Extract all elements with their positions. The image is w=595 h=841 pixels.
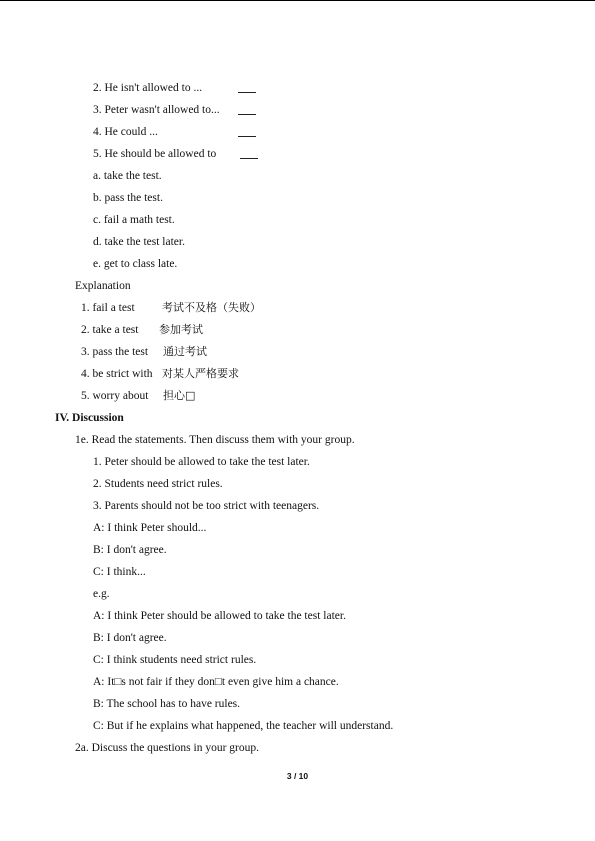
dialogue-line: C: I think students need strict rules. [93,654,257,666]
option-item: c. fail a math test. [93,214,175,226]
example-label: e.g. [93,588,110,600]
vocab-term: 3. pass the test [81,346,149,358]
section-heading: IV. Discussion [55,412,124,424]
matching-item: 5. He should be allowed to [93,148,217,160]
dialogue-line: A: I think Peter should... [93,522,207,534]
dialogue-line: C: But if he explains what happened, the teacher will understand. [93,720,394,732]
vocab-translation: 考试不及格（失败） [162,301,261,314]
matching-item: 4. He could ... [93,126,158,138]
vocab-term: 5. worry about [81,390,149,402]
statement-line: 1. Peter should be allowed to take the test later. [93,456,310,468]
page-top-border [0,0,595,1]
dialogue-line: A: I think Peter should be allowed to take the test later. [93,610,346,622]
matching-item: 2. He isn't allowed to ... [93,82,203,94]
dialogue-line: B: I don't agree. [93,632,167,644]
answer-blank[interactable] [238,136,256,137]
answer-blank[interactable] [240,158,258,159]
answer-blank[interactable] [238,114,256,115]
vocab-translation: 担心□ [163,389,196,402]
vocab-translation: 对某人严格要求 [162,367,239,380]
statement-line: 2. Students need strict rules. [93,478,223,490]
matching-item: 3. Peter wasn't allowed to... [93,104,220,116]
option-item: e. get to class late. [93,258,178,270]
vocab-translation: 通过考试 [163,345,207,358]
option-item: a. take the test. [93,170,162,182]
option-item: b. pass the test. [93,192,163,204]
explanation-title: Explanation [75,280,131,292]
dialogue-line: B: I don't agree. [93,544,167,556]
dialogue-line: A: It□s not fair if they don□t even give him a chance. [93,676,339,688]
instruction-2a: 2a. Discuss the questions in your group. [75,742,259,754]
dialogue-line: C: I think... [93,566,146,578]
dialogue-line: B: The school has to have rules. [93,698,241,710]
vocab-term: 4. be strict with [81,368,153,380]
option-item: d. take the test later. [93,236,185,248]
instruction-1e: 1e. Read the statements. Then discuss them with your group. [75,434,355,446]
vocab-term: 2. take a test [81,324,139,336]
statement-line: 3. Parents should not be too strict with teenagers. [93,500,320,512]
vocab-term: 1. fail a test [81,302,135,314]
page-number: 3 / 10 [286,771,309,781]
answer-blank[interactable] [238,92,256,93]
vocab-translation: 参加考试 [159,323,203,336]
